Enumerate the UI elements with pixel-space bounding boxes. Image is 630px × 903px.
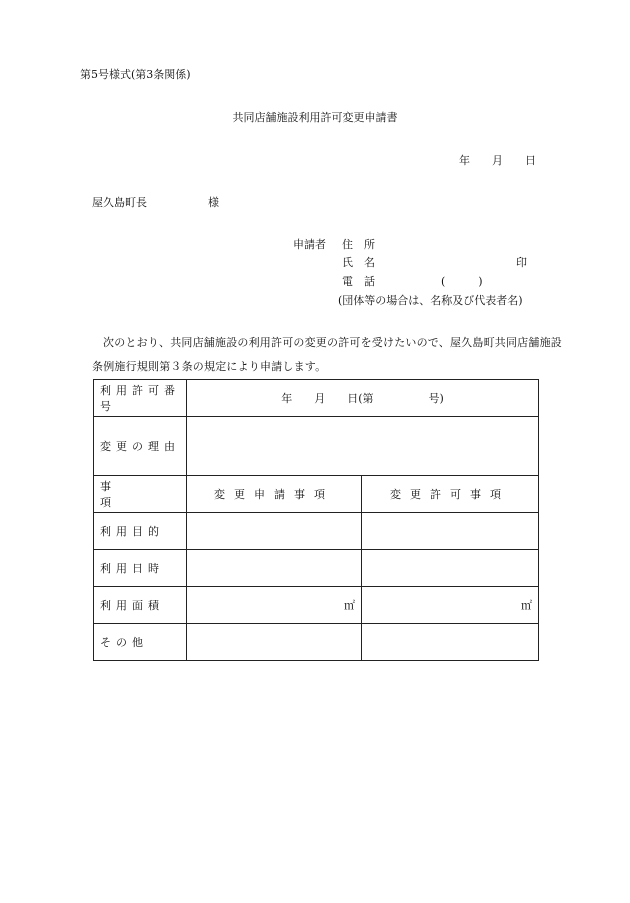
- other-request-field[interactable]: [187, 624, 362, 661]
- addressee: 屋久島町長: [92, 196, 147, 209]
- change-permit-header: 変更許可事項: [362, 476, 539, 513]
- application-form-table: [93, 379, 539, 661]
- table-row: [94, 624, 539, 661]
- datetime-permit-field[interactable]: [362, 550, 539, 587]
- phone-label: 電 話: [342, 275, 375, 288]
- organization-note: (団体等の場合は、名称及び代表者名): [338, 294, 523, 307]
- reason-label: 変更の理由: [94, 417, 187, 476]
- seal-mark: 印: [516, 256, 527, 269]
- table-row: [94, 417, 539, 476]
- table-row: [94, 513, 539, 550]
- permit-number-label: 利用許可番号: [94, 380, 187, 417]
- item-header: 事 項: [94, 476, 187, 513]
- change-request-header: 変更申請事項: [187, 476, 362, 513]
- reason-field[interactable]: [187, 417, 539, 476]
- applicant-label: 申請者: [293, 238, 326, 251]
- application-statement: 次のとおり、共同店舗施設の利用許可の変更の許可を受けたいので、屋久島町共同店舗施設条例施行規則第３条の規定により申請します。: [92, 336, 562, 373]
- table-row: [94, 380, 539, 417]
- table-row: [94, 476, 539, 513]
- row-label-purpose: 利用目的: [94, 513, 187, 550]
- datetime-request-field[interactable]: [187, 550, 362, 587]
- form-number: 第5号様式(第3条関係): [80, 68, 191, 81]
- phone-area-code: ( ): [441, 275, 483, 288]
- name-label: 氏 名: [342, 256, 375, 269]
- table-row: [94, 587, 539, 624]
- address-label: 住 所: [342, 238, 375, 251]
- area-request-field[interactable]: ㎡: [187, 587, 362, 624]
- area-permit-field[interactable]: ㎡: [362, 587, 539, 624]
- row-label-other: その他: [94, 624, 187, 661]
- purpose-permit-field[interactable]: [362, 513, 539, 550]
- row-label-datetime: 利用日時: [94, 550, 187, 587]
- purpose-request-field[interactable]: [187, 513, 362, 550]
- addressee-suffix: 様: [208, 196, 219, 209]
- row-label-area: 利用面積: [94, 587, 187, 624]
- table-row: [94, 550, 539, 587]
- other-permit-field[interactable]: [362, 624, 539, 661]
- permit-number-field[interactable]: 年 月 日(第 号): [187, 380, 539, 417]
- document-title: 共同店舗施設利用許可変更申請書: [232, 111, 398, 124]
- date-line: 年 月 日: [459, 154, 536, 167]
